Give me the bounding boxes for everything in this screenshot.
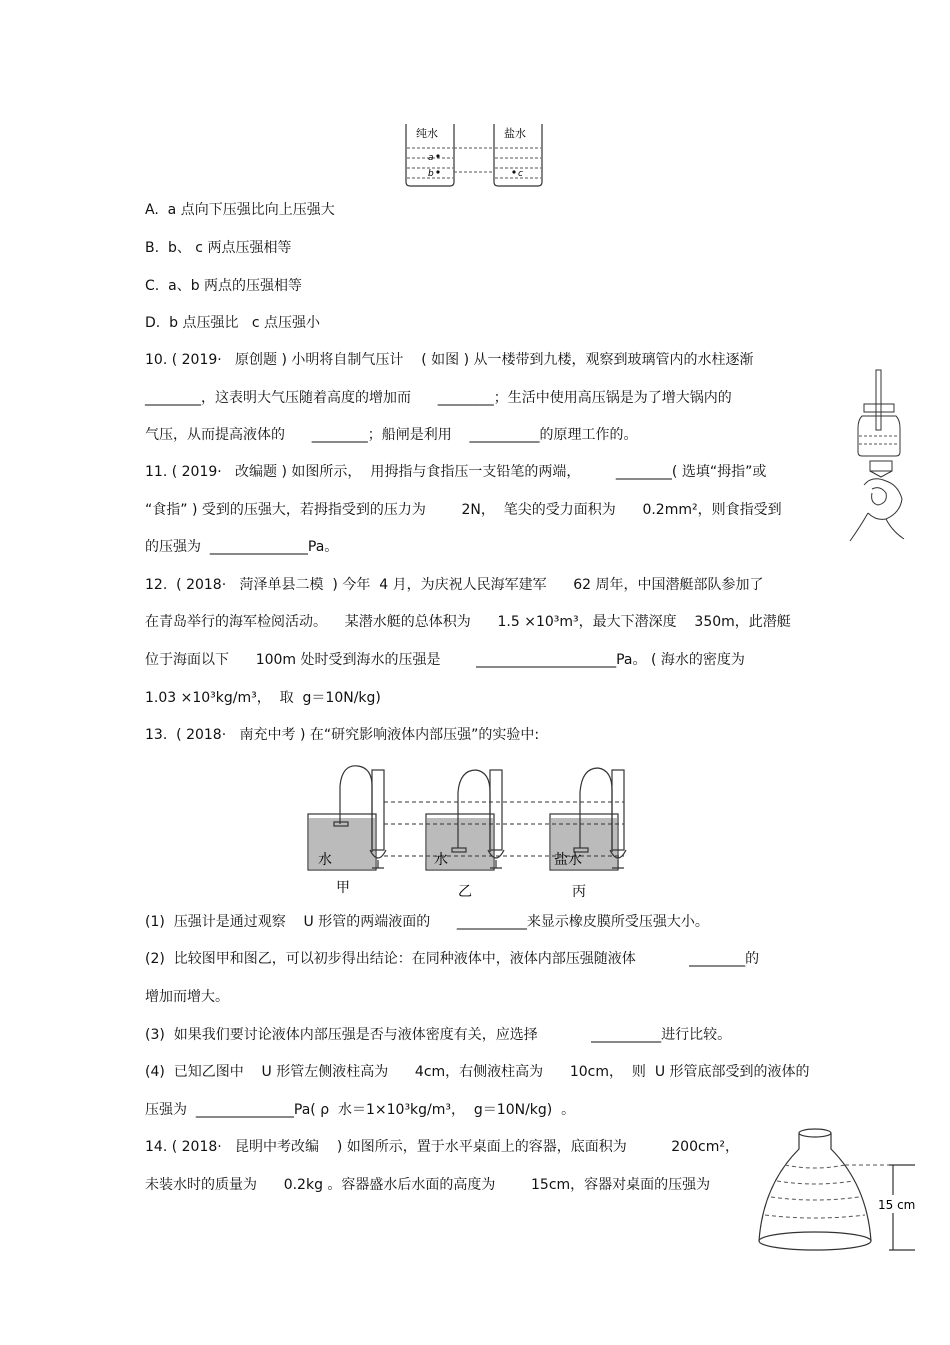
pure-water-label: 纯水: [416, 127, 438, 140]
q13-part2a: (2) 比较图甲和图乙，可以初步得出结论：在同种液体中，液体内部压强随液体 ________的: [145, 951, 760, 967]
option-a: A. a 点向下压强比向上压强大: [145, 202, 335, 218]
q13-part2b: 增加而增大。: [145, 989, 229, 1005]
q13-part3: (3) 如果我们要讨论液体内部压强是否与液体密度有关，应选择 __________进行比较。: [145, 1027, 732, 1043]
q13-part4b: 压强为 ______________Pa( ρ 水＝1×10³kg/m³， g＝10N/kg) 。: [145, 1102, 576, 1118]
q12-line4: 1.03 ×10³kg/m³， 取 g＝10N/kg): [145, 690, 381, 706]
hand-pencil-figure: [842, 455, 912, 545]
q11-line3: 的压强为 ______________Pa。: [145, 539, 339, 555]
q11-line2: “食指” ) 受到的压强大，若拇指受到的压力为 2N， 笔尖的受力面积为 0.2mm²，则食指受到: [145, 502, 782, 518]
caption-yi: 乙: [458, 884, 472, 900]
container-figure: [755, 1125, 925, 1257]
option-c: C. a、b 两点的压强相等: [145, 278, 303, 294]
q10-line3: 气压，从而提高液体的 ________；船闸是利用 __________的原理工作的。: [145, 427, 638, 443]
salt-water-label: 盐水: [504, 127, 526, 140]
beakers-figure: [398, 118, 550, 190]
pressure-experiment-figure: [300, 756, 650, 901]
q12-line3: 位于海面以下 100m 处时受到海水的压强是 ____________________Pa。 ( 海水的密度为: [145, 652, 745, 668]
point-b-label: b: [428, 169, 434, 179]
q10-line1: 10. ( 2019· 原创题 ) 小明将自制气压计 ( 如图 ) 从一楼带到九楼，观察到玻璃管内的水柱逐渐: [145, 352, 754, 368]
caption-jia: 甲: [336, 880, 350, 896]
point-a-label: a: [428, 153, 434, 163]
height-label: 15 cm: [878, 1198, 916, 1212]
caption-bing: 丙: [572, 884, 586, 900]
q12-line1: 12. ( 2018· 菏泽单县二模 ) 今年 4 月，为庆祝人民海军建军 62 周年，中国潜艇部队参加了: [145, 577, 764, 593]
point-c-label: c: [518, 169, 523, 179]
option-d: D. b 点压强比 c 点压强小: [145, 315, 320, 331]
q14-line1: 14. ( 2018· 昆明中考改编 ) 如图所示，置于水平桌面上的容器，底面积为 200cm²，: [145, 1139, 739, 1155]
q13-part4a: (4) 已知乙图中 U 形管左侧液柱高为 4cm，右侧液柱高为 10cm， 则 U 形管底部受到的液体的: [145, 1064, 810, 1080]
q14-line2: 未装水时的质量为 0.2kg 。容器盛水后水面的高度为 15cm，容器对桌面的压强为: [145, 1177, 711, 1193]
q10-line2: ________，这表明大气压随着高度的增加而 ________；生活中使用高压锅是为了增大锅内的: [145, 390, 732, 406]
liquid-label-1: 水: [318, 852, 332, 868]
liquid-label-3: 盐水: [554, 852, 582, 868]
q12-line2: 在青岛举行的海军检阅活动。 某潜水艇的总体积为 1.5 ×10³m³，最大下潜深度 350m，此潜艇: [145, 614, 791, 630]
option-b: B. b、 c 两点压强相等: [145, 240, 292, 256]
q11-line1: 11. ( 2019· 改编题 ) 如图所示， 用拇指与食指压一支铅笔的两端， ________( 选填“拇指”或: [145, 464, 767, 480]
q13-line1: 13. ( 2018· 南充中考 ) 在“研究影响液体内部压强”的实验中:: [145, 727, 540, 743]
liquid-label-2: 水: [434, 852, 448, 868]
barometer-figure: [850, 368, 912, 458]
q13-part1: (1) 压强计是通过观察 U 形管的两端液面的 __________来显示橡皮膜所受压强大小。: [145, 914, 709, 930]
